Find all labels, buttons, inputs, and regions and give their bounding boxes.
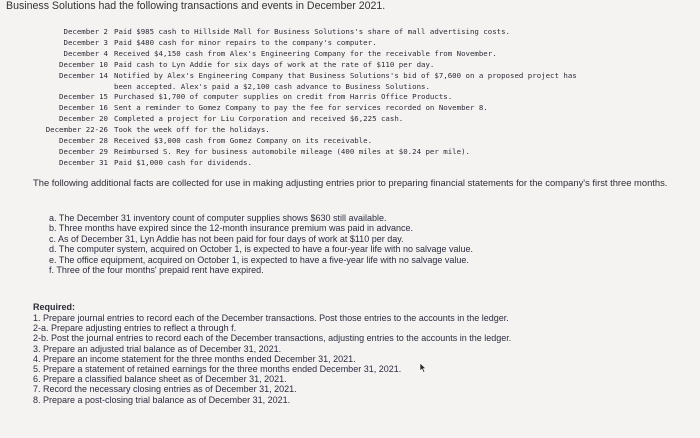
transaction-date: December 14: [59, 70, 108, 80]
transaction-date: December 16: [59, 103, 108, 113]
transaction-row: [8, 114, 698, 125]
fact-item: c. As of December 31, Lyn Addie has not been paid for four days of work at $110 per day.: [49, 233, 404, 244]
fact-item: b. Three months have expired since the 12-month insurance premium was paid in advance.: [49, 223, 414, 234]
transaction-date: December 22-26: [45, 125, 108, 135]
required-item: 7. Record the necessary closing entries as of December 31, 2021.: [33, 384, 297, 395]
transaction-row: [8, 49, 698, 60]
transaction-list: [8, 27, 698, 169]
transaction-row: [8, 125, 698, 136]
transaction-date: December 29: [59, 146, 108, 156]
intro-text: Business Solutions had the following transactions and events in December 2021.: [6, 0, 386, 12]
transaction-row: [8, 71, 698, 93]
transaction-text: Received $4,150 cash from Alex's Engineering Company for the receivable from November.: [114, 48, 497, 58]
transaction-date: December 4: [63, 48, 108, 58]
fact-item: a. The December 31 inventory count of computer supplies shows $630 still available.: [49, 213, 387, 223]
fact-item: d. The computer system, acquired on October 1, is expected to have a four-year life with no salvage value.: [49, 244, 474, 255]
transaction-row: [8, 92, 698, 103]
transaction-text: Paid $985 cash to Hillside Mall for Business Solutions's share of mall advertising costs.: [114, 27, 511, 36]
transaction-text: Took the week off for the holidays.: [114, 125, 270, 135]
transaction-date: December 28: [59, 136, 108, 146]
transaction-text: Completed a project for Liu Corporation and received $6,225 cash.: [114, 114, 404, 124]
transaction-row: [8, 27, 698, 38]
transaction-text: Received $3,000 cash from Gomez Company on its receivable.: [114, 136, 373, 146]
transaction-row: [8, 147, 698, 158]
transaction-row: [8, 136, 698, 147]
transaction-text: Paid $1,000 cash for dividends.: [114, 157, 252, 167]
transaction-row: [8, 38, 698, 49]
required-item: 8. Prepare a post-closing trial balance as of December 31, 2021.: [33, 394, 291, 405]
fact-item: f. Three of the four months' prepaid rent have expired.: [49, 265, 264, 276]
required-section: [33, 302, 693, 405]
required-item: 6. Prepare a classified balance sheet as of December 31, 2021.: [33, 374, 287, 385]
required-item: 2-b. Post the journal entries to record each of the December transactions, adjusting entries to the accounts in the ledger.: [33, 333, 512, 344]
required-item: 5. Prepare a statement of retained earnings for the three months ended December 31, 2021.: [33, 364, 402, 375]
required-item: 4. Prepare an income statement for the three months ended December 31, 2021.: [33, 353, 356, 364]
transaction-date: December 15: [59, 92, 108, 102]
transaction-row: [8, 60, 698, 71]
transaction-row: [8, 158, 698, 169]
transaction-text: Notified by Alex's Engineering Company that Business Solutions's bid of $7,600 on a proposed project has been accepted. Alex's paid a $2,100 cash advance to Business Solutions.: [114, 70, 577, 91]
additional-facts-intro: The following additional facts are collected for use in making adjusting entries prior to preparing financial statements for the company's first three months.: [33, 177, 668, 188]
transaction-date: December 10: [59, 59, 108, 69]
transaction-text: Paid $480 cash for minor repairs to the company's computer.: [114, 37, 377, 47]
transaction-text: Reimbursed S. Rey for business automobile mileage (400 miles at $0.24 per mile).: [114, 146, 470, 156]
required-item: 1. Prepare journal entries to record each of the December transactions. Post those entries to the accounts in the ledger.: [33, 313, 509, 323]
facts-list: [49, 213, 649, 275]
transaction-text: Sent a reminder to Gomez Company to pay the fee for services recorded on November 8.: [114, 103, 488, 113]
transaction-date: December 2: [63, 27, 108, 36]
transaction-text: Purchased $1,700 of computer supplies on credit from Harris Office Products.: [114, 92, 453, 102]
transaction-text: Paid cash to Lyn Addie for six days of work at the rate of $110 per day.: [114, 59, 435, 69]
fact-item: e. The office equipment, acquired on October 1, is expected to have a five-year life with no salvage value.: [49, 254, 469, 265]
required-item: 3. Prepare an adjusted trial balance as of December 31, 2021.: [33, 343, 282, 354]
required-title: Required:: [33, 302, 76, 312]
transaction-date: December 31: [59, 157, 108, 167]
transaction-date: December 20: [59, 114, 108, 124]
mouse-cursor-icon: [419, 363, 427, 373]
transaction-date: December 3: [63, 37, 108, 47]
transaction-row: [8, 103, 698, 114]
required-item: 2-a. Prepare adjusting entries to reflect a through f.: [33, 323, 237, 334]
